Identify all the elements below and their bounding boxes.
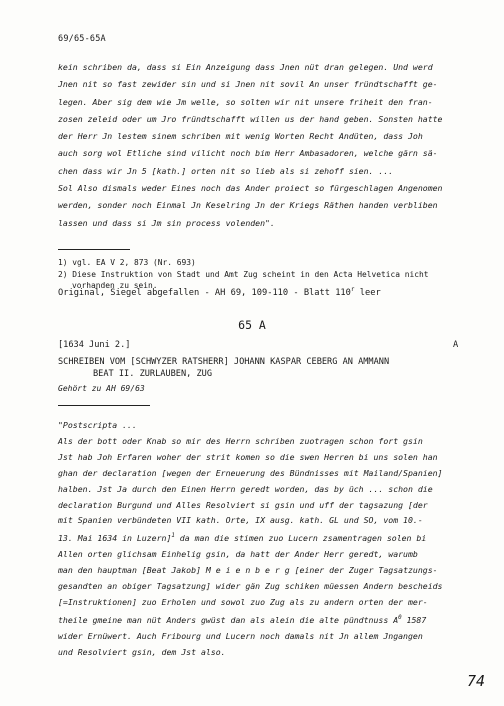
text-line: der Herr Jn lestem sinem schriben mit wenig Worten Recht Andüten, dass Joh: [58, 131, 423, 142]
text-line: lassen und dass si Jm sin process volenden".: [58, 217, 275, 228]
margin-letter: A: [453, 340, 459, 350]
postscript-paragraph: [58, 418, 470, 661]
text-span: man den hauptman [Beat Jakob]: [58, 565, 206, 576]
quoted-paragraph: [58, 59, 470, 232]
footnote-marker: 1: [171, 533, 175, 540]
superscript: 0: [398, 614, 402, 621]
section-number: 65 A: [238, 318, 266, 332]
source-note: [58, 286, 381, 298]
text-line: Sol Also dismals weder Eines noch das Ander proiect so fürgeschlagen Angenomen: [58, 183, 443, 194]
page-number: 74: [467, 672, 486, 690]
text-line: gesandten an obiger Tagsatzung] wider gän Zug schiken müessen Andern bescheids: [58, 581, 443, 592]
source-note-text: Original, Siegel abgefallen - AH 69, 109-110 - Blatt 110: [58, 288, 351, 298]
text-line: halben. Jst Ja durch den Einen Herrn geredt worden, das by üch ... schon die: [58, 483, 433, 494]
text-line: kein schriben da, dass si Ein Anzeigung dass Jnen nüt dran gelegen. Und werd: [58, 62, 433, 72]
text-span: [einer der Zuger Tagsatzungs-: [289, 565, 438, 576]
text-line: Allen orten glichsam Einhelig gsin, da hatt der Ander Herr geredt, warumb: [58, 549, 418, 560]
text-line: wider Ernüwert. Auch Fribourg und Lucern noch damals nit Jn allem Jngangen: [58, 630, 423, 641]
text-line: auch sorg wol Etliche sind vilicht noch bim Herr Ambasadoren, welche gärn sä-: [58, 148, 438, 159]
footnote-divider: [58, 249, 130, 250]
text-line: declaration Burgund und Alles Resolviert si gsin und uff der tagsazung [der: [58, 499, 428, 510]
section-title: [58, 356, 389, 380]
text-span: da man die stimen zuo Lucern zsamentragen solen bi: [174, 533, 427, 544]
source-note-tail: leer: [354, 288, 381, 298]
text-line: mit Spanien verbündeten VII kath. Orte, IX ausg. kath. GL und SO, vom 10.-: [58, 515, 423, 526]
text-line: [58, 563, 470, 579]
text-line: und Resolviert gsin, dem Jst also.: [58, 646, 226, 657]
text-line: werden, sonder noch Einmal Jn Keselring Jn der Kriegs Räthen handen verbliben: [58, 200, 438, 211]
source-note-sup: r: [350, 286, 355, 293]
text-line: Jnen nit so fast zewider sin und si Jnen nit sovil An unser fründtschafft ge-: [58, 79, 438, 90]
footnote-2-continued: vorhanden zu sein.: [72, 281, 158, 290]
text-span: theile gmeine man nüt Anders gwüst dan als alein die alte pündtnuss A: [58, 614, 399, 625]
section-divider: [58, 405, 150, 406]
page-reference: 69/65-65A: [58, 34, 106, 44]
text-line: chen dass wir Jn 5 [kath.] orten nit so lieb als si zehoff sien. ...: [58, 165, 394, 176]
text-line: Als der bott oder Knab so mir des Herrn schriben zuotragen schon fort gsin: [58, 435, 423, 446]
section-date: [1634 Juni 2.]: [58, 340, 131, 350]
footnote-1: 1) vgl. EA V 2, 873 (Nr. 693): [58, 258, 196, 267]
footnote-2: 2) Diese Instruktion von Stadt und Amt Zug scheint in den Acta Helvetica nicht: [58, 269, 429, 279]
section-reference: Gehört zu AH 69/63: [58, 384, 145, 393]
text-span: 1587: [401, 614, 427, 625]
section-title-line: BEAT II. ZURLAUBEN, ZUG: [93, 369, 212, 379]
text-line: zosen zeleid oder um Jro fründtschafft willen us der hand geben. Sonsten hatte: [58, 113, 443, 124]
text-line: [=Instruktionen] zuo Erholen und sowol zuo Zug als zu andern orten der mer-: [58, 596, 428, 607]
text-line: legen. Aber sig dem wie Jm welle, so solten wir nit unsere friheit den fran-: [58, 96, 433, 107]
text-line: [58, 529, 470, 547]
text-span: 13. Mai 1634 in Luzern]: [58, 533, 172, 544]
section-title-line: SCHREIBEN VOM [SCHWYZER RATSHERR] JOHANN KASPAR CEBERG AN AMMANN: [58, 357, 390, 367]
spaced-name: M e i e n b e r g: [205, 565, 290, 576]
text-line: Jst hab Joh Erfaren woher der strit komen so die swen Herren bi uns solen han: [58, 451, 438, 462]
text-line: [58, 611, 470, 629]
text-line: "Postscripta ...: [58, 420, 137, 430]
text-line: ghan der declaration [wegen der Erneuerung des Bündnisses mit Mailand/Spanien]: [58, 467, 443, 478]
